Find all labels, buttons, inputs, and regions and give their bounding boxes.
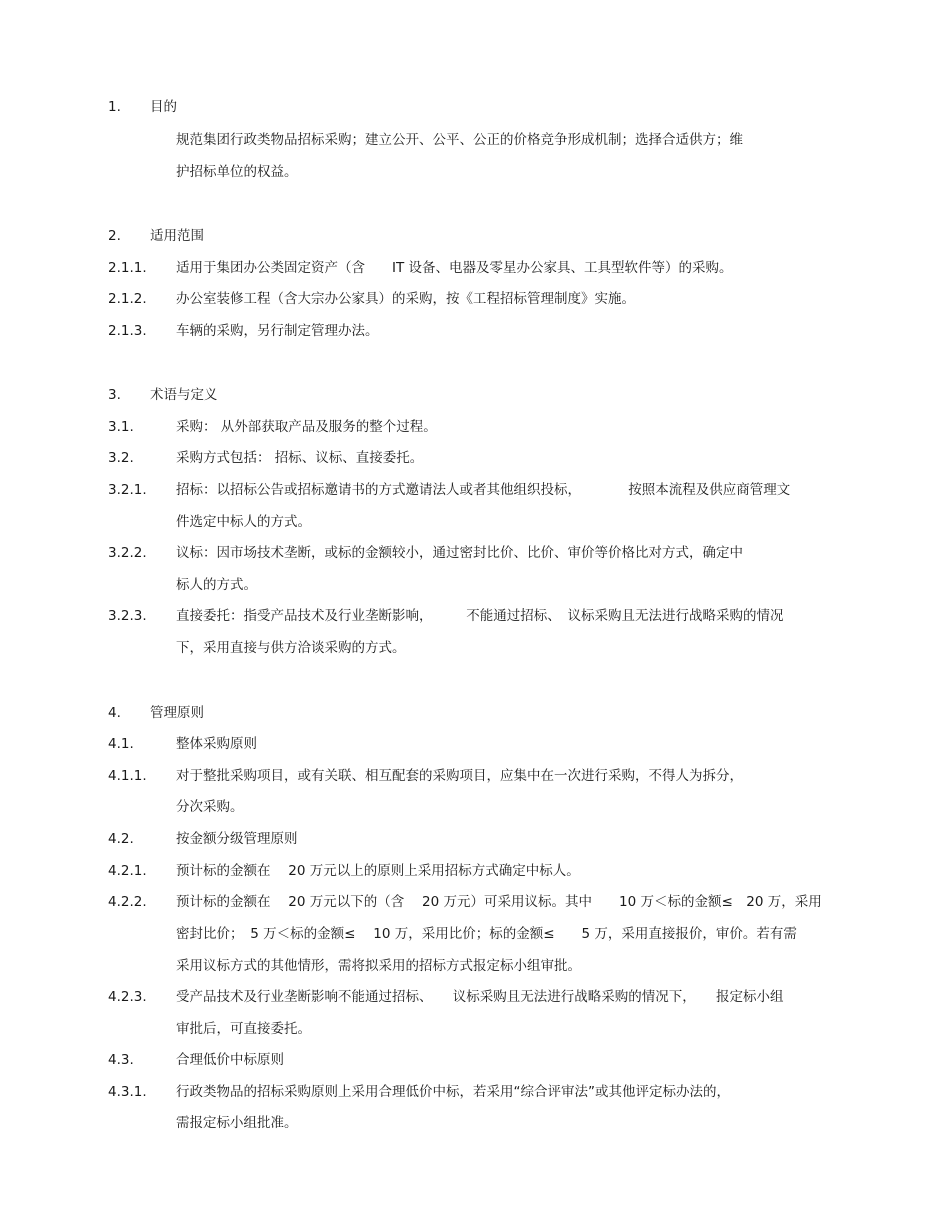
clause-text: 议标：因市场技术垄断，或标的金额较小，通过密封比价、比价、审价等价格比对方式，确定中 [176,545,743,561]
clause-number: 4.2.2. [108,894,147,910]
clause-text: 车辆的采购，另行制定管理办法。 [176,323,379,339]
clause-number: 2.1.1. [108,260,147,276]
clause-text: 采用议标方式的其他情形，需将拟采用的招标方式报定标小组审批。 [176,958,581,974]
section-number: 1. [108,99,121,115]
section-title: 适用范围 [150,228,204,244]
clause-text: 行政类物品的招标采购原则上采用合理低价中标，若采用“综合评审法”或其他评定标办法的， [176,1084,730,1100]
clause-number: 3.2.2. [108,545,147,561]
clause-number: 4.2.3. [108,989,147,1005]
clause-text: 直接委托：指受产品技术及行业垄断影响， 不能通过招标、 议标采购且无法进行战略采购的情况 [176,608,784,624]
clause-text: 采购： 从外部获取产品及服务的整个过程。 [176,419,437,435]
clause-number: 3.2.1. [108,482,147,498]
clause-text: 件选定中标人的方式。 [176,514,311,530]
clause-number: 4.2.1. [108,863,147,879]
section-title: 术语与定义 [150,387,218,403]
clause-text: 标人的方式。 [176,577,257,593]
clause-text: 审批后，可直接委托。 [176,1021,311,1037]
clause-text: 预计标的金额在 20 万元以上的原则上采用招标方式确定中标人。 [176,863,580,879]
clause-text: 整体采购原则 [176,736,257,752]
paragraph-line: 护招标单位的权益。 [176,164,298,180]
clause-number: 2.1.3. [108,323,147,339]
section-title: 管理原则 [150,705,204,721]
clause-number: 4.1.1. [108,768,147,784]
clause-text: 合理低价中标原则 [176,1052,284,1068]
clause-number: 4.2. [108,831,134,847]
clause-number: 3.2. [108,450,134,466]
clause-text: 适用于集团办公类固定资产（含 IT 设备、电器及零星办公家具、工具型软件等）的采购。 [176,260,733,276]
clause-number: 3.2.3. [108,608,147,624]
clause-text: 按金额分级管理原则 [176,831,298,847]
clause-number: 4.3.1. [108,1084,147,1100]
clause-number: 4.1. [108,736,134,752]
clause-text: 采购方式包括： 招标、议标、直接委托。 [176,450,424,466]
clause-text: 预计标的金额在 20 万元以下的（含 20 万元）可采用议标。其中 10 万＜标的金额≤ 20 万，采用 [176,894,822,910]
section-number: 3. [108,387,121,403]
section-title: 目的 [150,99,177,115]
clause-text: 办公室装修工程（含大宗办公家具）的采购，按《工程招标管理制度》实施。 [176,291,635,307]
clause-text: 受产品技术及行业垄断影响不能通过招标、 议标采购且无法进行战略采购的情况下， 报定标小组 [176,989,784,1005]
clause-number: 3.1. [108,419,134,435]
clause-text: 招标：以招标公告或招标邀请书的方式邀请法人或者其他组织投标， 按照本流程及供应商管理文 [176,482,791,498]
clause-number: 2.1.2. [108,291,147,307]
clause-text: 对于整批采购项目，或有关联、相互配套的采购项目，应集中在一次进行采购，不得人为拆分， [176,768,743,784]
clause-text: 需报定标小组批准。 [176,1115,298,1131]
clause-number: 4.3. [108,1052,134,1068]
paragraph-line: 规范集团行政类物品招标采购；建立公开、公平、公正的价格竞争形成机制；选择合适供方；维 [176,132,743,148]
section-number: 2. [108,228,121,244]
clause-text: 下，采用直接与供方洽谈采购的方式。 [176,640,406,656]
section-number: 4. [108,705,121,721]
clause-text: 密封比价； 5 万＜标的金额≤ 10 万，采用比价；标的金额≤ 5 万，采用直接报价，审价。若有需 [176,926,797,942]
clause-text: 分次采购。 [176,799,244,815]
